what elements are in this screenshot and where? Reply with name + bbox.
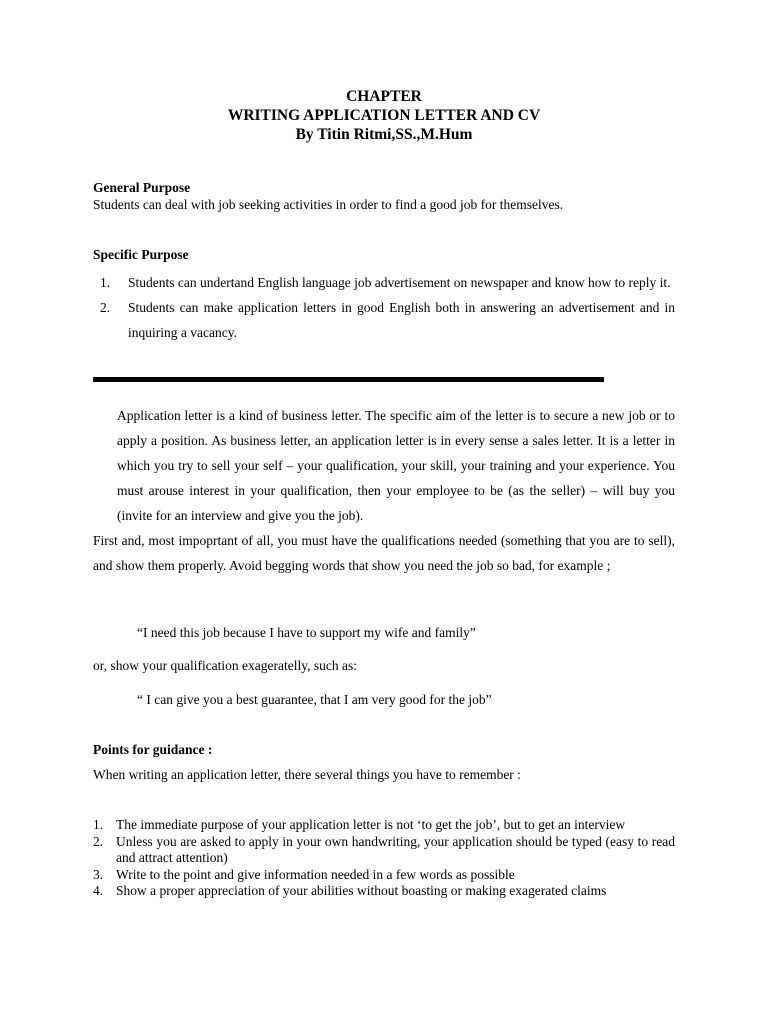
list-item-number: 1. [93, 817, 104, 832]
list-item [93, 817, 675, 834]
list-item [93, 295, 675, 345]
author-line: By Titin Ritmi,SS.,M.Hum [295, 126, 473, 143]
title-block [0, 87, 768, 144]
list-item-text: Unless you are asked to apply in your own handwriting, your application should be typed (easy to read and attract attention) [116, 833, 675, 865]
list-item-text: Students can undertand English language job advertisement on newspaper and know how to reply it. [128, 275, 671, 290]
document-title: WRITING APPLICATION LETTER AND CV [227, 107, 541, 124]
list-item-text: Write to the point and give information needed in a few words as possible [116, 866, 515, 882]
guidance-heading: Points for guidance : [93, 742, 213, 757]
specific-purpose-heading: Specific Purpose [93, 247, 189, 262]
quote-2: “ I can give you a best guarantee, that I am very good for the job” [137, 692, 492, 707]
quote-1: “I need this job because I have to support my wife and family” [137, 625, 476, 640]
guidance-list [93, 817, 675, 900]
list-item [93, 867, 675, 884]
chapter-label: CHAPTER [346, 88, 422, 105]
list-item-text: Show a proper appreciation of your abilities without boasting or making exagerated claims [116, 883, 607, 898]
section-divider [93, 377, 604, 382]
list-item-number: 1. [100, 275, 111, 290]
list-item [93, 270, 675, 295]
body-paragraph-2: First and, most impoprtant of all, you must have the qualifications needed (something that you are to sell), and show them properly. Avoid begging words that show you need the job so bad, for example ; [93, 533, 675, 573]
list-item-number: 2. [100, 300, 111, 315]
body-paragraph-1: Application letter is a kind of business letter. The specific aim of the letter is to secure a new job or to apply a position. As business letter, an application letter is in every sense a sales letter. It is a letter in which you try to sell your self – your qualification, your skill, your training and your experience. You must arouse interest in your qualification, then your employee to be (as the seller) – will buy you (invite for an interview and give you the job). [117, 408, 675, 523]
list-item-number: 2. [93, 833, 104, 849]
body-text [93, 403, 675, 578]
general-purpose-heading: General Purpose [93, 180, 191, 195]
list-item-number: 3. [93, 866, 104, 882]
general-purpose-text: Students can deal with job seeking activities in order to find a good job for themselves. [93, 197, 564, 212]
guidance-intro: When writing an application letter, there several things you have to remember : [93, 767, 521, 782]
list-item [93, 834, 675, 867]
list-item [93, 883, 675, 900]
list-item-text: Students can make application letters in good English both in answering an advertisement and in inquiring a vacancy. [128, 300, 675, 340]
specific-purpose-list [93, 270, 675, 345]
list-item-text: The immediate purpose of your application letter is not ‘to get the job’, but to get an interview [116, 817, 626, 832]
list-item-number: 4. [93, 883, 104, 898]
connector-text: or, show your qualification exageratelly, such as: [93, 658, 358, 673]
